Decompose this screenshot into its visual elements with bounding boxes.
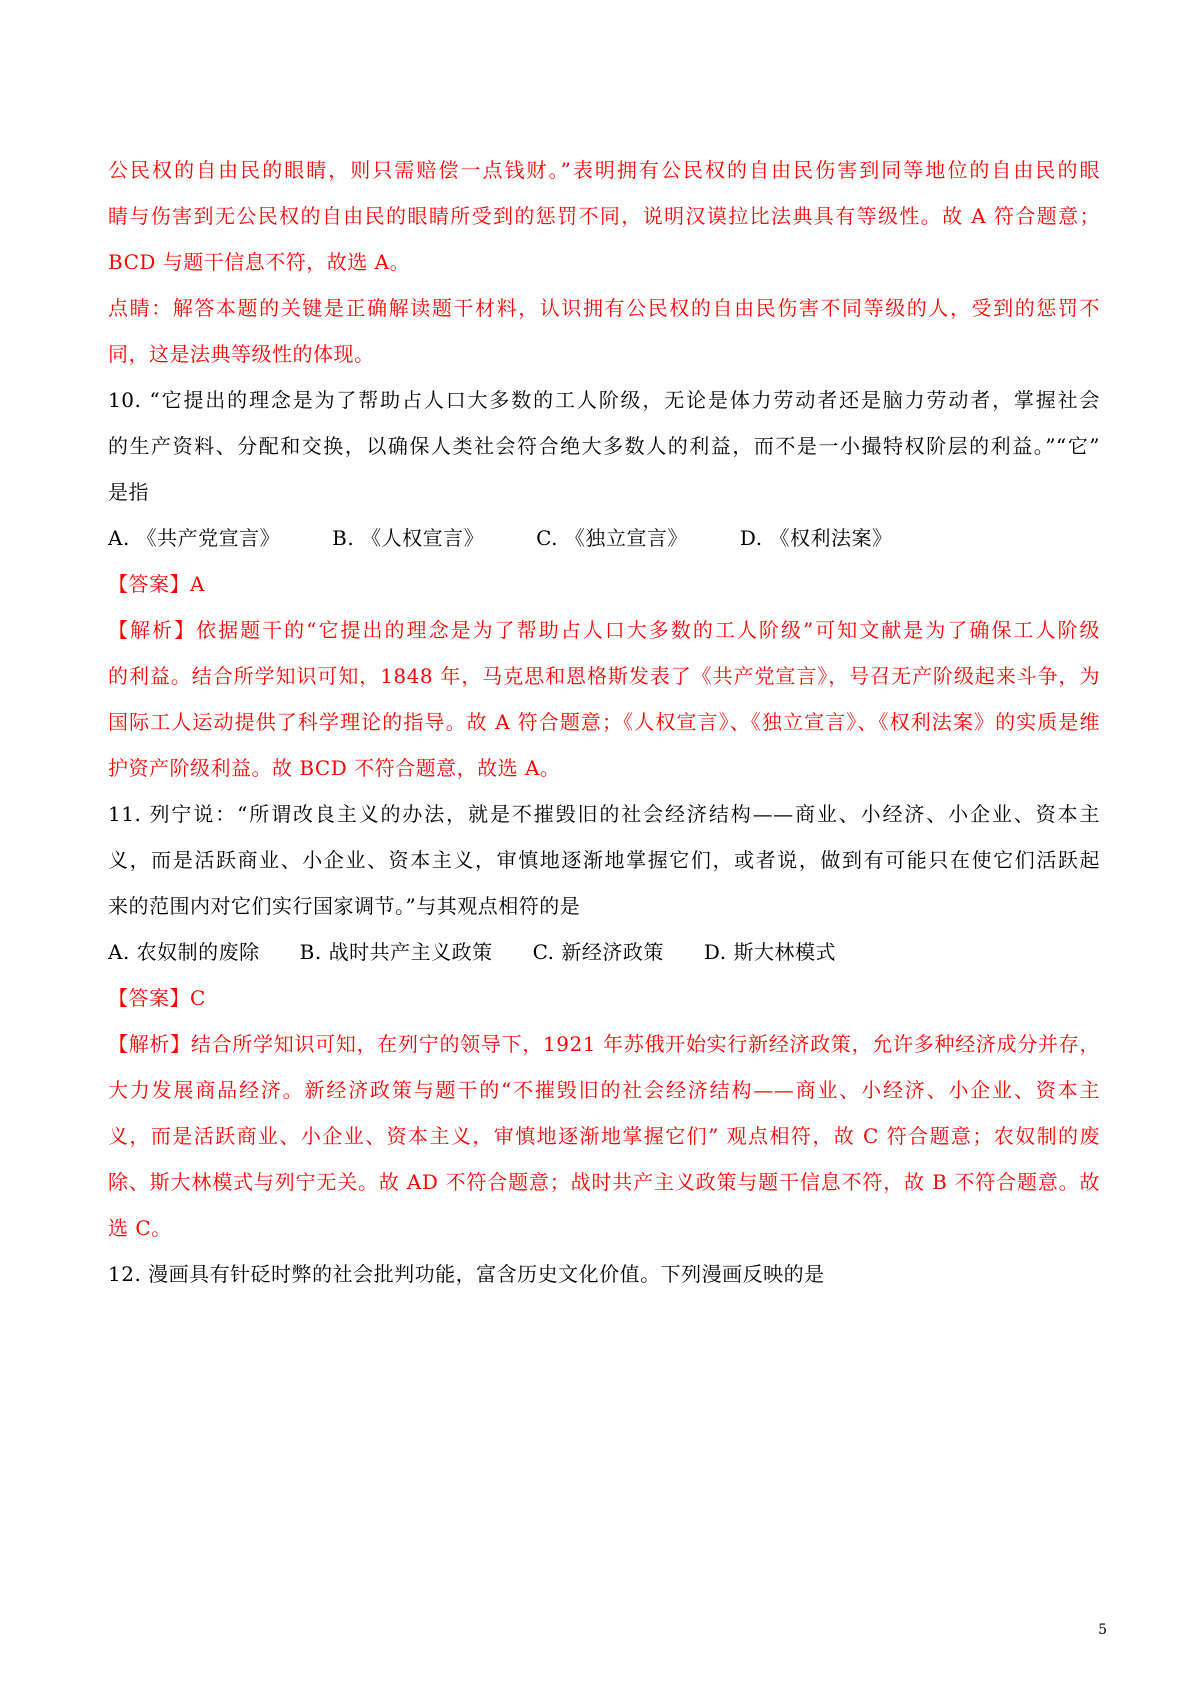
page-number: 5 bbox=[1098, 1622, 1107, 1638]
prev-explanation-line-3: BCD 与题干信息不符，故选 A。 bbox=[108, 250, 411, 274]
q11-stem-line-3: 来的范围内对它们实行国家调节。”与其观点相符的是 bbox=[108, 894, 581, 918]
q10-option-d: D. 《权利法案》 bbox=[739, 526, 893, 550]
q11-analysis-line-4: 除、斯大林模式与列宁无关。故 AD 不符合题意；战时共产主义政策与题干信息不符，故 B 不符合题意。故 bbox=[108, 1170, 1100, 1194]
q10-option-b: B. 《人权宣言》 bbox=[332, 526, 485, 550]
q10-analysis-line-2: 的利益。结合所学知识可知，1848 年，马克思和恩格斯发表了《共产党宣言》，号召无产阶级起来斗争，为 bbox=[108, 664, 1100, 688]
q10-analysis-line-1: 【解析】依据题干的“它提出的理念是为了帮助占人口大多数的工人阶级”可知文献是为了确保工人阶级 bbox=[108, 618, 1100, 642]
q10-stem-line-3: 是指 bbox=[108, 480, 149, 504]
q11-option-b: B. 战时共产主义政策 bbox=[299, 940, 493, 964]
q10-analysis-line-4: 护资产阶级利益。故 BCD 不符合题意，故选 A。 bbox=[108, 756, 561, 780]
q11-option-a: A. 农奴制的废除 bbox=[108, 940, 260, 964]
prev-explanation-line-1: 公民权的自由民的眼睛，则只需赔偿一点钱财。”表明拥有公民权的自由民伤害到同等地位的自由民的眼 bbox=[108, 158, 1100, 182]
q11-option-d: D. 斯大林模式 bbox=[703, 940, 836, 964]
prev-explanation-line-2: 睛与伤害到无公民权的自由民的眼睛所受到的惩罚不同，说明汉谟拉比法典具有等级性。故 A 符合题意； bbox=[108, 204, 1100, 228]
q10-stem-line-2: 的生产资料、分配和交换，以确保人类社会符合绝大多数人的利益，而不是一小撮特权阶层的利益。”“它” bbox=[108, 434, 1100, 458]
prev-tip-line-1: 点睛：解答本题的关键是正确解读题干材料，认识拥有公民权的自由民伤害不同等级的人，受到的惩罚不 bbox=[108, 296, 1100, 320]
q11-analysis-line-5: 选 C。 bbox=[108, 1216, 172, 1240]
q11-analysis-line-3: 义，而是活跃商业、小企业、资本主义，审慎地逐渐地掌握它们” 观点相符，故 C 符合题意；农奴制的废 bbox=[108, 1124, 1100, 1148]
q11-option-c: C. 新经济政策 bbox=[532, 940, 664, 964]
q11-stem-line-2: 义，而是活跃商业、小企业、资本主义，审慎地逐渐地掌握它们，或者说，做到有可能只在使它们活跃起 bbox=[108, 848, 1100, 872]
page-content bbox=[108, 147, 1100, 1297]
q10-options bbox=[108, 515, 1100, 561]
q11-answer: 【答案】C bbox=[108, 986, 206, 1010]
q10-option-c: C. 《独立宣言》 bbox=[536, 526, 688, 550]
q11-options bbox=[108, 929, 1100, 975]
q11-stem-line-1: 11. 列宁说：“所谓改良主义的办法，就是不摧毁旧的社会经济结构——商业、小经济、小企业、资本主 bbox=[108, 802, 1100, 826]
q10-analysis-line-3: 国际工人运动提供了科学理论的指导。故 A 符合题意；《人权宣言》、《独立宣言》、《权利法案》的实质是维 bbox=[108, 710, 1100, 734]
q10-option-a: A. 《共产党宣言》 bbox=[108, 526, 281, 550]
q11-analysis-line-2: 大力发展商品经济。新经济政策与题干的“不摧毁旧的社会经济结构——商业、小经济、小企业、资本主 bbox=[108, 1078, 1100, 1102]
q10-answer: 【答案】A bbox=[108, 572, 205, 596]
q10-stem-line-1: 10. “它提出的理念是为了帮助占人口大多数的工人阶级，无论是体力劳动者还是脑力劳动者，掌握社会 bbox=[108, 388, 1100, 412]
q12-stem: 12. 漫画具有针砭时弊的社会批判功能，富含历史文化价值。下列漫画反映的是 bbox=[108, 1262, 825, 1286]
q11-analysis-line-1: 【解析】结合所学知识可知，在列宁的领导下，1921 年苏俄开始实行新经济政策，允许多种经济成分并存， bbox=[108, 1032, 1100, 1056]
prev-tip-line-2: 同，这是法典等级性的体现。 bbox=[108, 342, 375, 366]
